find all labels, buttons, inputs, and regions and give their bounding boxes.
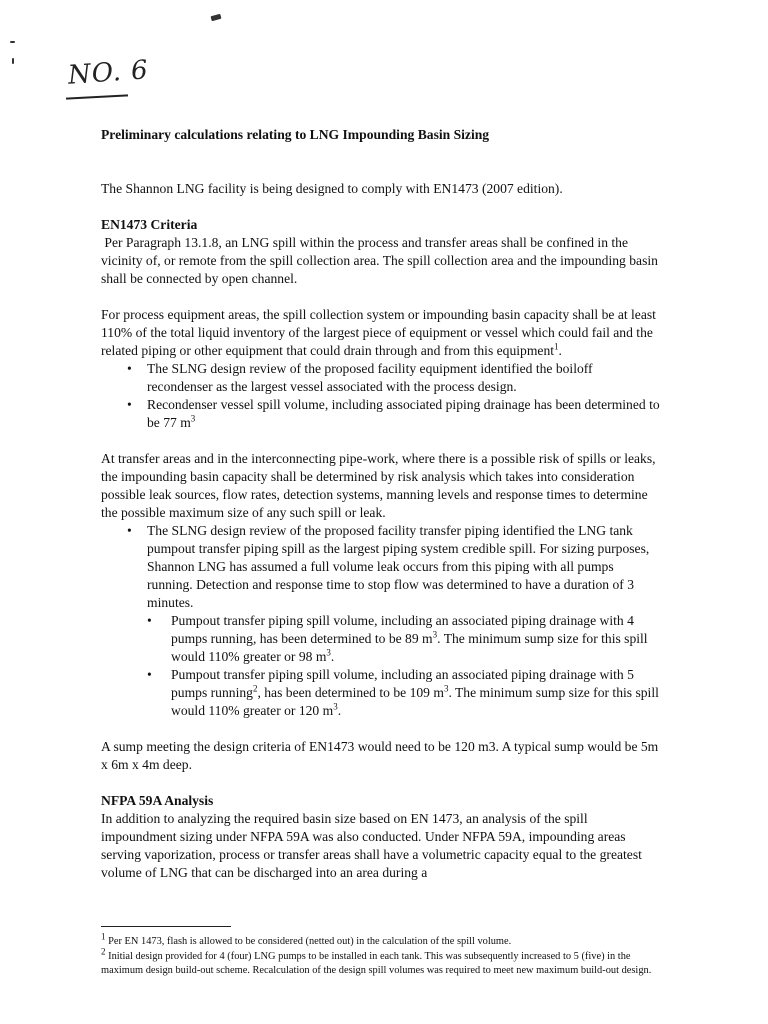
en1473-paragraph-3: At transfer areas and in the interconnecting pipe-work, where there is a possible risk of spills or leaks, the impounding basin capacity shall be determined by risk analysis which takes into consideration possible leak sources, flow rates, detection systems, manning levels and response times to determine the possible maximum size of any such spill or leak. [101,451,656,520]
footnotes [101,926,661,979]
en1473-paragraph-1: Per Paragraph 13.1.8, an LNG spill within the process and transfer areas shall be confined in the vicinity of, or remote from the spill collection area. The spill collection area and the impounding basin shall be connected by open channel. [101,235,658,286]
footnote-1: $^1$ Per EN 1473, flash is allowed to be considered (netted out) in the calculation of the spill volume. [101,931,512,947]
scan-mark-top [211,14,222,21]
list-item: • The SLNG design review of the proposed facility equipment identified the boiloff recondenser as the largest vessel associated with the process design. [101,360,661,396]
sub-list-item: • Pumpout transfer piping spill volume, including an associated piping drainage with 5 pumps running$^2$, has been determined to be 109 $m^3$. The minimum sump size for this spill would 110% greater or 120 $m^3$. [147,666,661,720]
process-bullet-list [101,360,661,432]
document-body [101,126,661,882]
en1473-heading: EN1473 Criteria [101,217,198,232]
intro-paragraph: The Shannon LNG facility is being designed to comply with EN1473 (2007 edition). [101,181,563,196]
scan-mark-left [10,41,15,43]
scan-mark-left-2 [12,58,14,64]
footnote-divider [101,926,231,927]
footnote-2: $^2$ Initial design provided for 4 (four) LNG pumps to be installed in each tank. This was subsequently increased to 5 (five) in the maximum design build-out scheme. Recalculation of the design spill volumes was required to meet new maximum build-out design. [101,946,652,976]
sump-paragraph: A sump meeting the design criteria of EN1473 would need to be 120 m3. A typical sump would be 5m x 6m x 4m deep. [101,739,659,772]
footnote-ref-1: 1 [554,341,559,352]
list-item: • The SLNG design review of the proposed facility transfer piping identified the LNG tank pumpout transfer piping spill as the largest piping system credible spill. For sizing purposes, Shannon LNG has assumed a full volume leak occurs from this piping with all pumps running. Detection and response time to stop flow was determined to have a duration of 3 minutes. • Pumpout transfer piping spill volume, including an associated piping drainage with 4 pumps running, has been determined to be 89 $m^3$. The minimum sump size for this spill would 110% greater or 98 $m^3$. • Pumpout transfer piping spill volume, including an associated piping drainage with 5 pumps running$^2$, has been determined to be 109 $m^3$. The minimum sump size for this spill would 110% greater or 120 $m^3$. [101,522,661,720]
footnote-ref-2: 2 [252,683,258,694]
en1473-paragraph-2: For process equipment areas, the spill collection system or impounding basin capacity shall be at least 110% of the total liquid inventory of the largest piece of equipment or vessel which could fail and the related piping or other equipment that could drain through and from this equipment$^1$. [101,307,656,358]
list-item: • Recondenser vessel spill volume, including associated piping drainage has been determined to be 77 $m^3$ [101,396,661,432]
transfer-bullet-list [101,522,661,720]
pumpout-sub-list [147,612,661,720]
handwritten-annotation: NO. 6 [67,55,150,91]
document-title: Preliminary calculations relating to LNG Impounding Basin Sizing [101,127,490,142]
nfpa-heading: NFPA 59A Analysis [101,793,214,808]
handwritten-underline [66,94,128,99]
nfpa-paragraph: In addition to analyzing the required basin size based on EN 1473, an analysis of the spill impoundment sizing under NFPA 59A was also conducted. Under NFPA 59A, impounding areas serving vaporization, process or transfer areas shall have a volumetric capacity equal to the greatest volume of LNG that can be discharged into an area during a [101,811,642,880]
sub-list-item: • Pumpout transfer piping spill volume, including an associated piping drainage with 4 pumps running, has been determined to be 89 $m^3$. The minimum sump size for this spill would 110% greater or 98 $m^3$. [147,612,661,666]
